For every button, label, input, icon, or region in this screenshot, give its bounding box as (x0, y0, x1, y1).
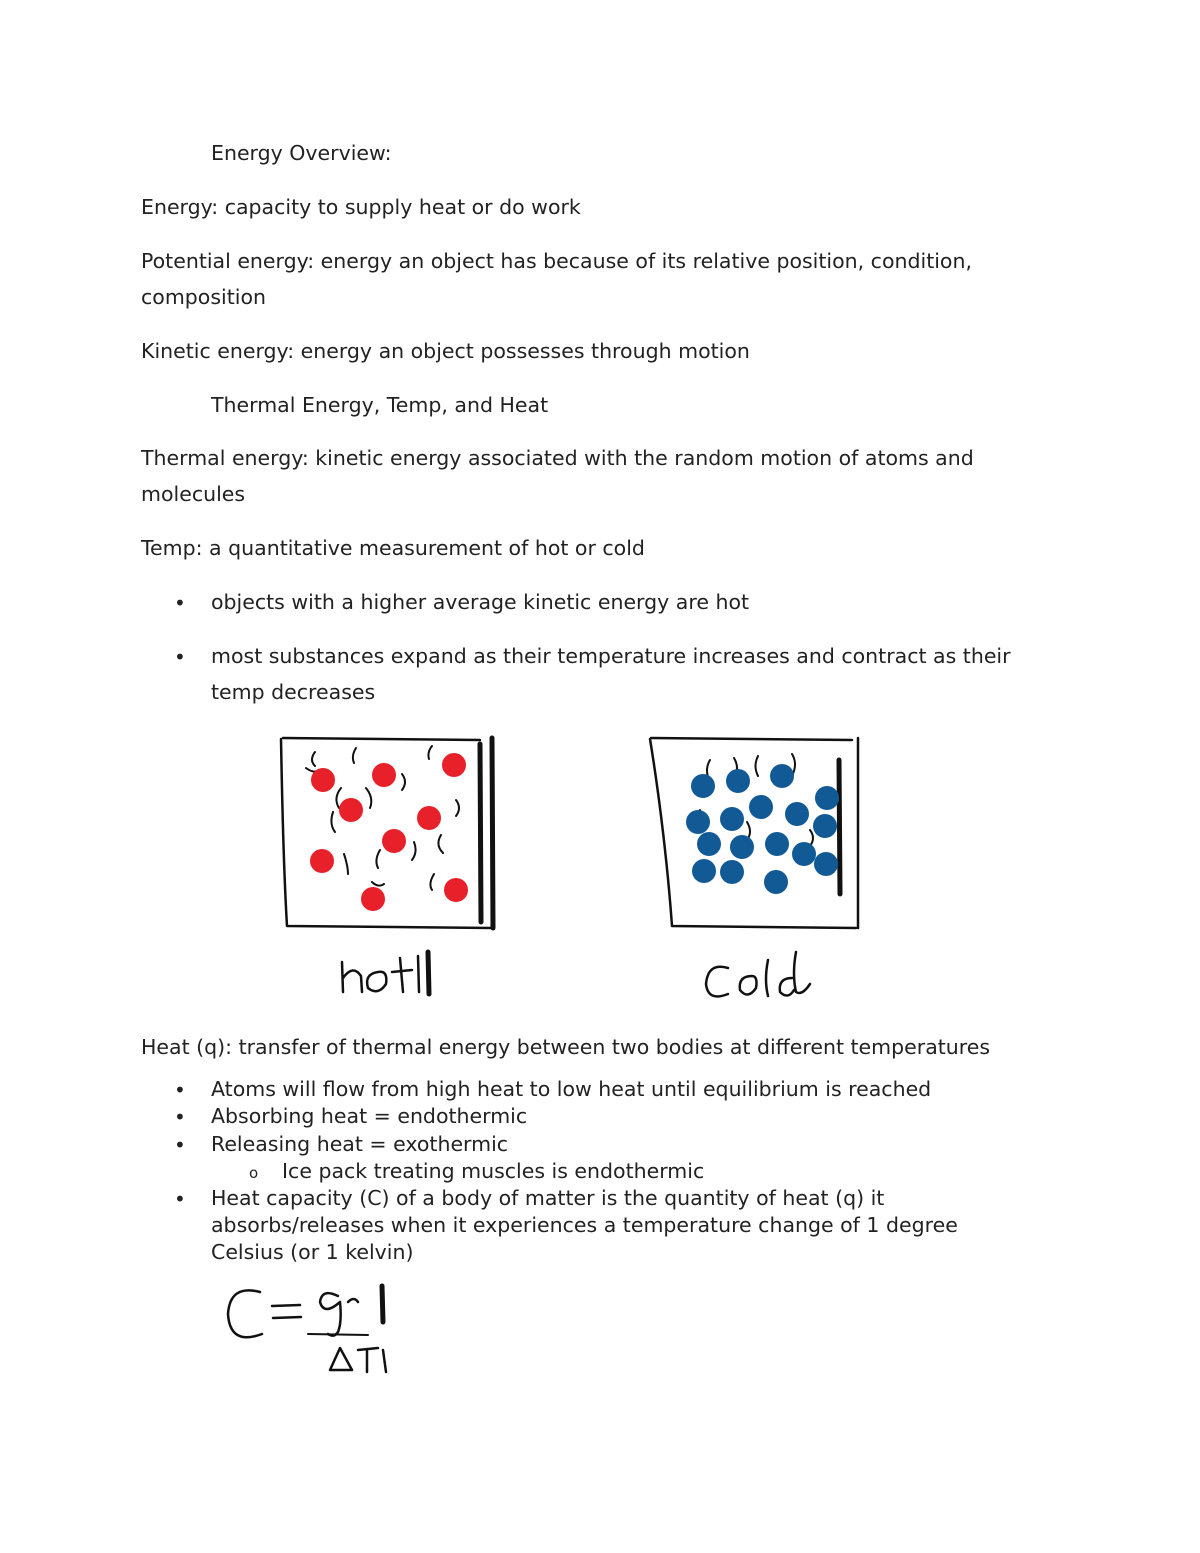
cold-particles (686, 764, 839, 894)
heading-energy-overview: Energy Overview: (211, 141, 392, 165)
particle-drawing (0, 730, 1200, 1030)
heading-thermal-energy: Thermal Energy, Temp, and Heat (211, 393, 549, 417)
bullet-dot: • (174, 1187, 186, 1211)
definition-potential-energy-cont: composition (141, 285, 266, 309)
sub-list-item: Ice pack treating muscles is endothermic (282, 1159, 705, 1183)
definition-heat: Heat (q): transfer of thermal energy between two bodies at different temperatures (141, 1035, 991, 1059)
list-item: objects with a higher average kinetic energy are hot (211, 590, 750, 614)
list-item: Atoms will flow from high heat to low heat until equilibrium is reached (211, 1077, 932, 1101)
definition-kinetic-energy: Kinetic energy: energy an object possesses through motion (141, 339, 750, 363)
definition-energy: Energy: capacity to supply heat or do work (141, 195, 581, 219)
sub-bullet-circle: o (249, 1164, 259, 1182)
hot-particles (310, 753, 468, 911)
heat-capacity-formula (220, 1278, 420, 1388)
bullet-dot: • (174, 591, 186, 615)
definition-temp: Temp: a quantitative measurement of hot or cold (141, 536, 645, 560)
list-item: Absorbing heat = endothermic (211, 1104, 528, 1128)
definition-thermal-energy: Thermal energy: kinetic energy associated with the random motion of atoms and (141, 446, 974, 470)
list-item: Heat capacity (C) of a body of matter is the quantity of heat (q) it (211, 1186, 885, 1210)
bullet-dot: • (174, 1133, 186, 1157)
list-item-cont: absorbs/releases when it experiences a temperature change of 1 degree (211, 1213, 958, 1237)
list-item: most substances expand as their temperature increases and contract as their (211, 644, 1011, 668)
hot-handwritten-label (342, 952, 429, 994)
definition-potential-energy: Potential energy: energy an object has because of its relative position, condition, (141, 249, 972, 273)
definition-thermal-energy-cont: molecules (141, 482, 246, 506)
list-item: Releasing heat = exothermic (211, 1132, 509, 1156)
bullet-dot: • (174, 645, 186, 669)
list-item-cont: Celsius (or 1 kelvin) (211, 1240, 414, 1264)
list-item-cont: temp decreases (211, 680, 376, 704)
bullet-dot: • (174, 1105, 186, 1129)
bullet-dot: • (174, 1078, 186, 1102)
cold-handwritten-label (706, 952, 810, 996)
